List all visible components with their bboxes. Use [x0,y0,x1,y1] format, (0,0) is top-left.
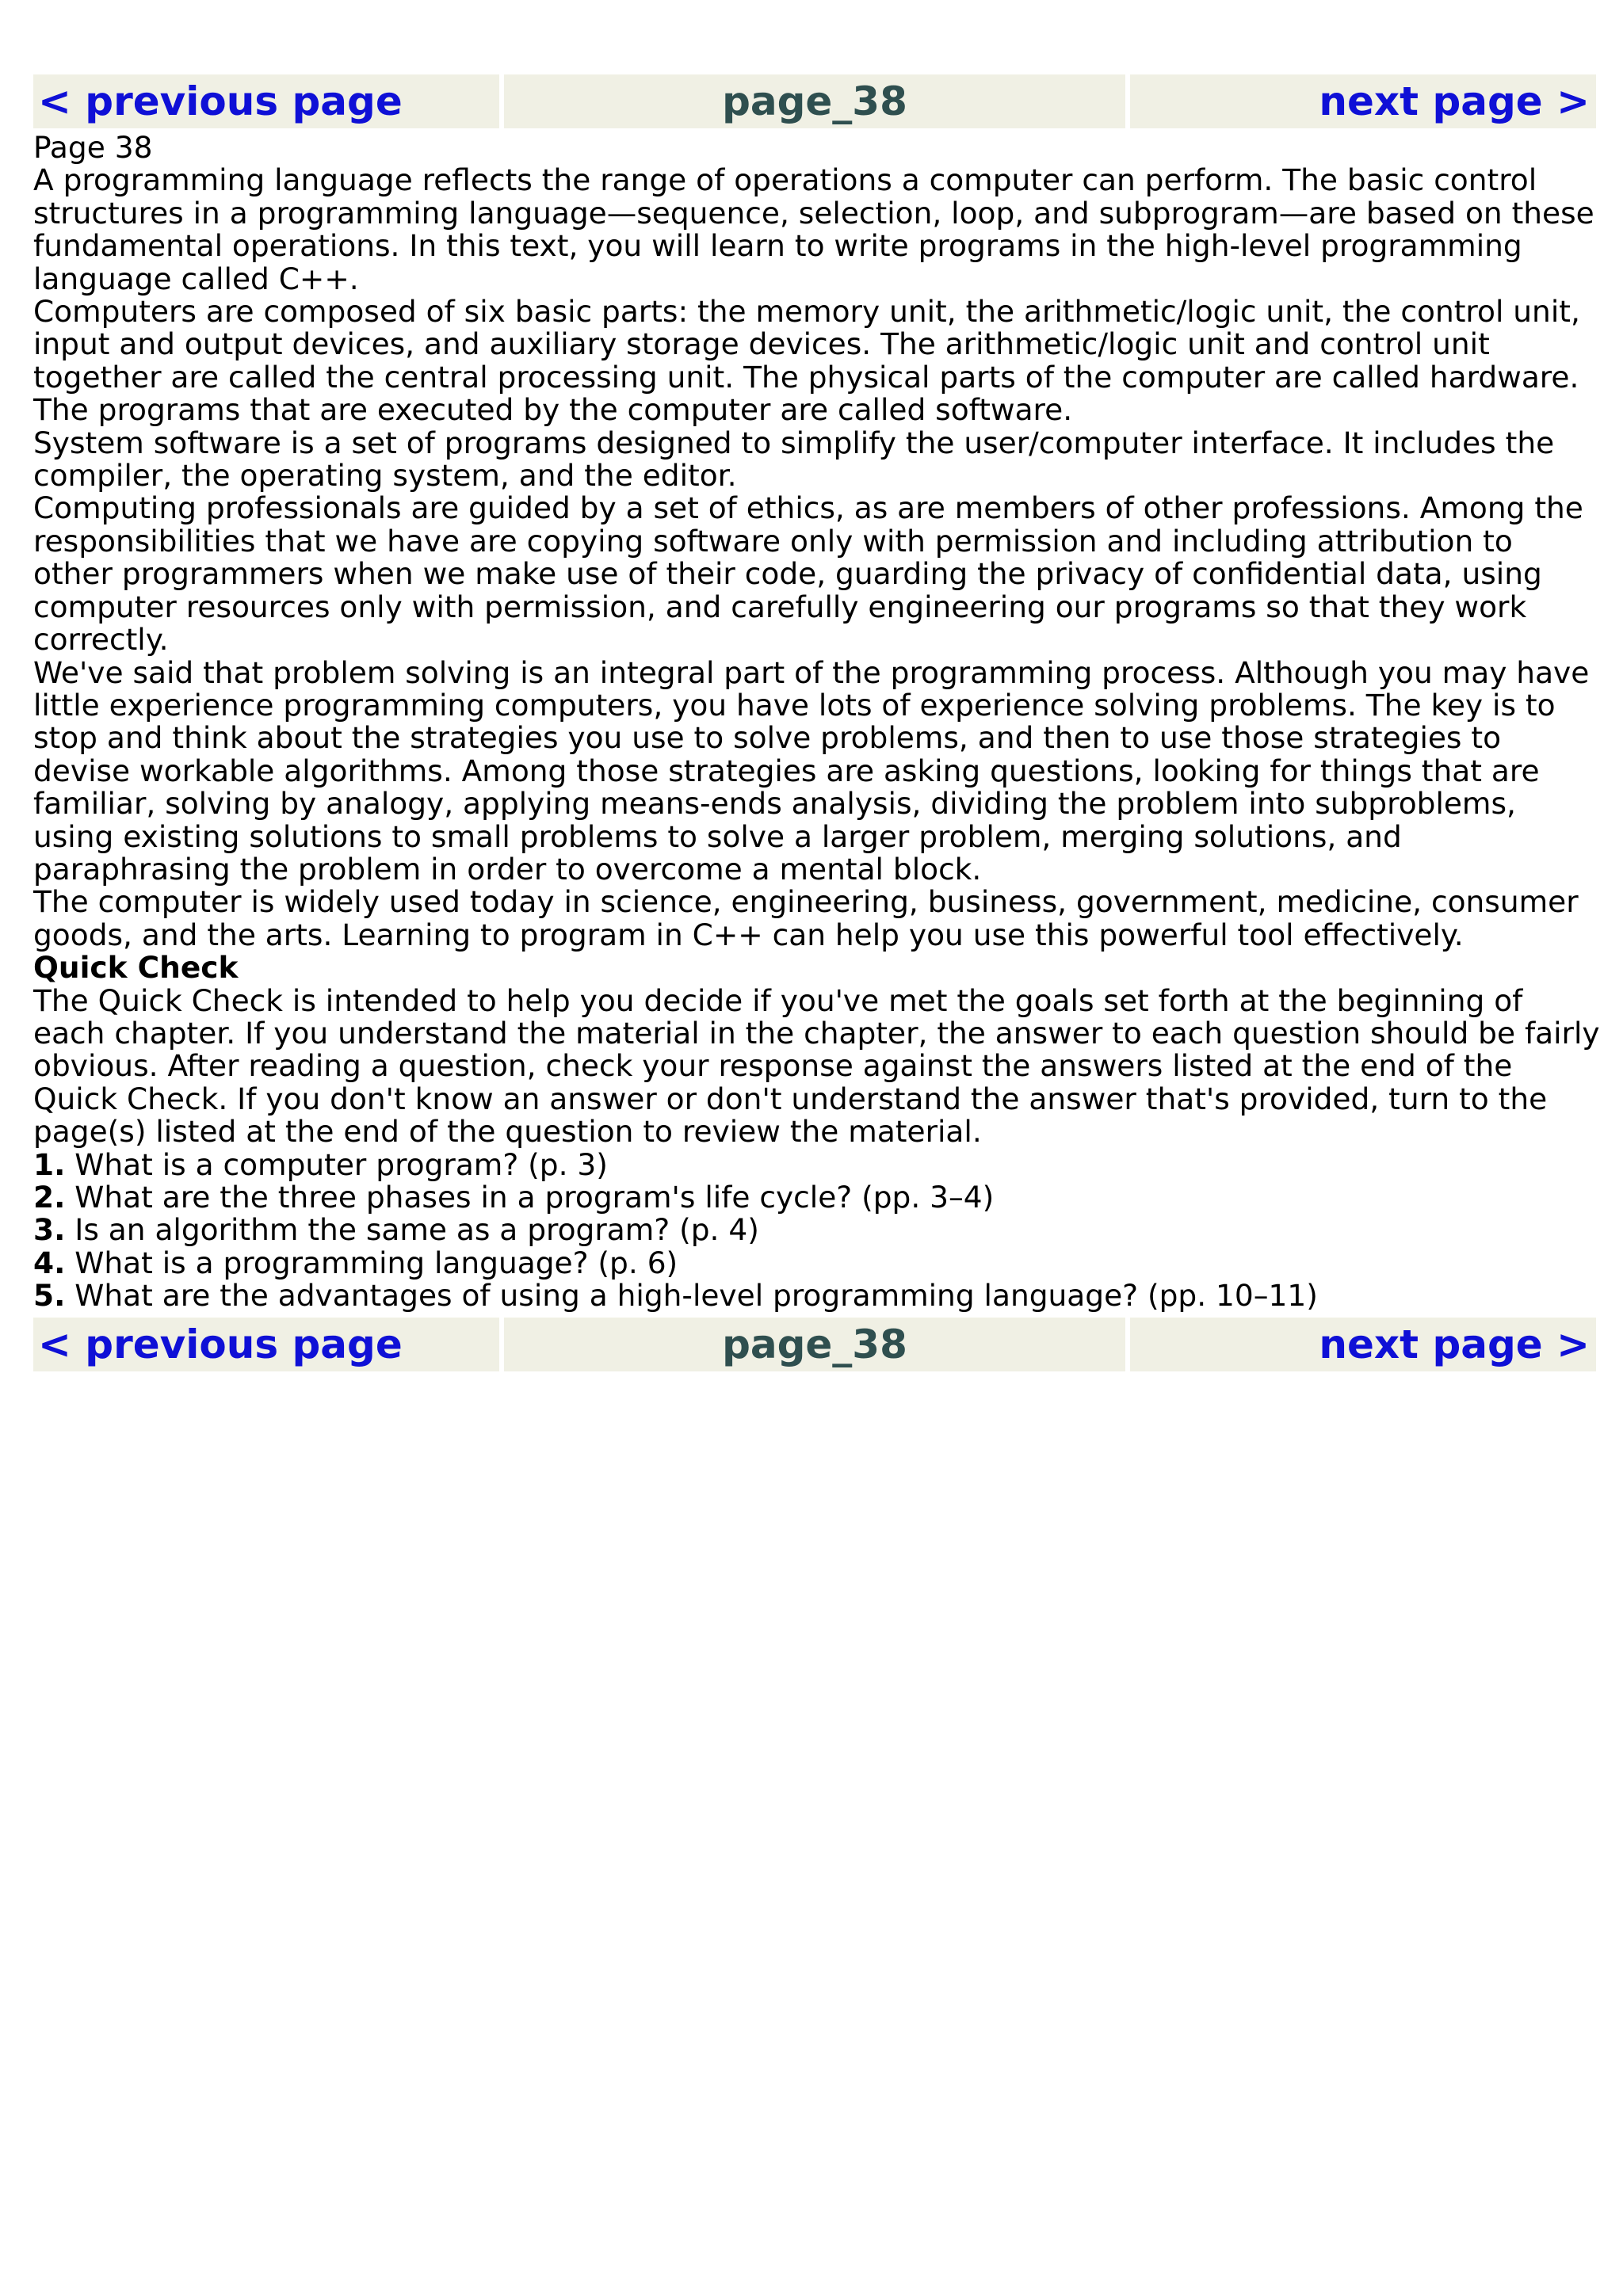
paragraph-1: A programming language reflects the range of operations a computer can perform. The basic control structures in a programming language—sequence, selection, loop, and subprogram—are based on these fundamental operations. In this text, you will learn to write programs in the high-level programming language called C++. [33,162,1594,296]
question-text: What are the advantages of using a high-level programming language? (pp. 10–11) [74,1278,1318,1314]
question-number: 2. [33,1180,66,1215]
question-item [33,1247,1601,1280]
question-text: What is a programming language? (p. 6) [74,1245,678,1280]
previous-page-link[interactable]: < previous page [33,74,499,128]
question-number: 3. [33,1212,66,1248]
next-page-link[interactable]: next page > [1130,1318,1596,1371]
paragraph-3: System software is a set of programs designed to simplify the user/computer interface. It includes the compiler, the operating system, and the editor. [33,425,1555,494]
document-page [33,74,1601,1371]
page-label: page_38 [504,74,1125,128]
question-item [33,1146,1601,1182]
question-number: 4. [33,1245,66,1280]
question-item [33,1214,1601,1246]
question-item [33,1280,1601,1312]
question-text: What is a computer program? (p. 3) [74,1146,608,1182]
next-page-link[interactable]: next page > [1130,74,1596,128]
question-text: What are the three phases in a program's life cycle? (pp. 3–4) [74,1180,995,1215]
question-item [33,1181,1601,1214]
question-text: Is an algorithm the same as a program? (p. 4) [74,1212,759,1248]
question-number: 1. [33,1146,66,1182]
quick-check-heading: Quick Check [33,950,239,986]
top-navigation-bar [33,74,1601,128]
page-content [33,128,1601,1318]
previous-page-link[interactable]: < previous page [33,1318,499,1371]
bottom-navigation-bar [33,1318,1601,1371]
quick-check-intro: The Quick Check is intended to help you decide if you've met the goals set forth at the beginning of each chapter. If you understand the material in the chapter, the answer to each question should be fairly obvious. After reading a question, check your response against the answers listed at the end of the Quick Check. If you don't know an answer or don't understand the answer that's provided, turn to the page(s) listed at the end of the question to review the material. [33,982,1600,1150]
paragraph-5: We've said that problem solving is an integral part of the programming process. Although you may have little experience programming computers, you have lots of experience solving problems. The key is to stop and think about the strategies you use to solve problems, and then to use those strategies to devise workable algorithms. Among those strategies are asking questions, looking for things that are familiar, solving by analogy, applying means-ends analysis, dividing the problem into subproblems, using existing solutions to small problems to solve a larger problem, merging solutions, and paraphrasing the problem in order to overcome a mental block. [33,654,1590,887]
paragraph-2: Computers are composed of six basic parts: the memory unit, the arithmetic/logic unit, the control unit, input and output devices, and auxiliary storage devices. The arithmetic/logic unit and control unit together are called the central processing unit. The physical parts of the computer are called hardware. The programs that are executed by the computer are called software. [33,294,1580,428]
paragraph-4: Computing professionals are guided by a set of ethics, as are members of other professions. Among the responsibilities that we have are copying software only with permission and including attribution to other programmers when we make use of their code, guarding the privacy of confidential data, using computer resources only with permission, and carefully engineering our programs so that they work correctly. [33,490,1583,658]
page-label: page_38 [504,1318,1125,1371]
question-number: 5. [33,1278,66,1314]
paragraph-6: The computer is widely used today in science, engineering, business, government, medicine, consumer goods, and the arts. Learning to program in C++ can help you use this powerful tool effectively. [33,884,1579,952]
page-number-line: Page 38 [33,130,153,165]
